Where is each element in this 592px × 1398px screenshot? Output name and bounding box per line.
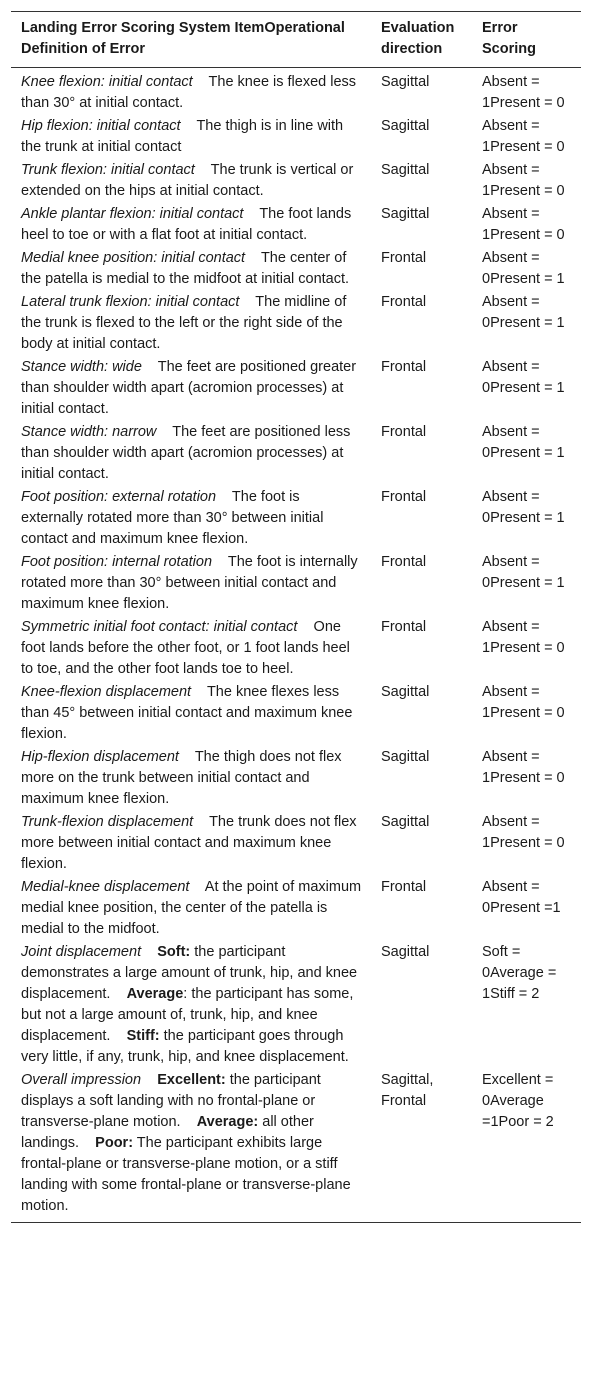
poor-text: The participant exhibits large frontal-plane or transverse-plane motion, or a stiff landing with some frontal-plane or transverse-plane motion. (21, 1135, 351, 1214)
item-definition-cell (11, 203, 371, 247)
item-name: Trunk flexion: initial contact (21, 162, 195, 178)
lessitem-table (11, 11, 581, 1223)
table-row (11, 68, 581, 116)
item-definition-cell (11, 421, 371, 486)
scoring-cell: Excellent = 0Average =1Poor = 2 (482, 1072, 554, 1130)
item-definition: The thigh is in line with the trunk at initial contact (21, 118, 344, 155)
item-definition: The foot is internally rotated more than 30° between initial contact and maximum knee flexion. (21, 554, 358, 612)
table-row-joint-displacement (11, 941, 581, 1069)
table-row-overall-impression (11, 1069, 581, 1223)
table-row (11, 811, 581, 876)
item-definition: The foot is externally rotated more than 30° between initial contact and maximum knee flexion. (21, 489, 324, 547)
direction-cell: Sagittal (381, 814, 430, 830)
item-definition: The feet are positioned less than shoulder width apart (acromion processes) at initial contact. (21, 424, 351, 482)
table-row (11, 746, 581, 811)
scoring-cell: Absent = 1Present = 0 (482, 619, 565, 656)
item-name: Joint displacement (21, 944, 142, 960)
direction-cell: Sagittal (381, 944, 430, 960)
direction-cell: Frontal (381, 879, 427, 895)
item-name: Hip flexion: initial contact (21, 118, 181, 134)
direction-cell: Sagittal (381, 118, 430, 134)
direction-cell: Frontal (381, 554, 427, 570)
scoring-cell: Absent = 0Present = 1 (482, 250, 565, 287)
item-definition-cell (11, 247, 371, 291)
direction-cell: Sagittal (381, 162, 430, 178)
scoring-cell: Soft = 0Average = 1Stiff = 2 (482, 944, 557, 1002)
table-row (11, 115, 581, 159)
direction-cell: Sagittal (381, 684, 430, 700)
stiff-text: the participant goes through very little, if any, trunk, hip, and knee displacement. (21, 1028, 349, 1065)
item-definition: The foot lands heel to toe or with a flat foot at initial contact. (21, 206, 352, 243)
table-row (11, 203, 581, 247)
item-definition: The trunk does not flex more between initial contact and maximum knee flexion. (21, 814, 357, 872)
table-row (11, 291, 581, 356)
scoring-cell: Absent = 1Present = 0 (482, 206, 565, 243)
scoring-cell: Absent = 0Present = 1 (482, 489, 565, 526)
item-definition-cell (11, 1069, 371, 1223)
poor-label: Poor: (95, 1135, 134, 1151)
direction-cell: Sagittal (381, 206, 430, 222)
item-definition-cell (11, 115, 371, 159)
item-definition-cell (11, 356, 371, 421)
scoring-cell: Absent = 0Present = 1 (482, 554, 565, 591)
item-name: Ankle plantar flexion: initial contact (21, 206, 244, 222)
scoring-cell: Absent = 0Present = 1 (482, 424, 565, 461)
scoring-cell: Absent = 1Present = 0 (482, 74, 565, 111)
average-text: all other landings. (21, 1114, 314, 1151)
stiff-label: Stiff: (126, 1028, 160, 1044)
item-definition-cell (11, 616, 371, 681)
table-row (11, 616, 581, 681)
soft-text: the participant demonstrates a large amount of trunk, hip, and knee displacement. (21, 944, 358, 1002)
item-name: Stance width: wide (21, 359, 142, 375)
scoring-cell: Absent = 1Present = 0 (482, 684, 565, 721)
item-name: Trunk-flexion displacement (21, 814, 194, 830)
item-name: Medial-knee displacement (21, 879, 190, 895)
item-definition: The midline of the trunk is flexed to the left or the right side of the body at initial contact. (21, 294, 347, 352)
direction-cell: Frontal (381, 250, 427, 266)
scoring-cell: Absent = 0Present = 1 (482, 294, 565, 331)
direction-cell: Sagittal, Frontal (381, 1072, 434, 1109)
item-definition-cell (11, 291, 371, 356)
item-name: Lateral trunk flexion: initial contact (21, 294, 240, 310)
excellent-label: Excellent: (157, 1072, 226, 1088)
item-name: Foot position: internal rotation (21, 554, 213, 570)
direction-cell: Frontal (381, 359, 427, 375)
direction-cell: Sagittal (381, 74, 430, 90)
direction-cell: Frontal (381, 294, 427, 310)
item-name: Symmetric initial foot contact: initial contact (21, 619, 298, 635)
item-definition-cell (11, 746, 371, 811)
header-row (11, 12, 581, 68)
item-definition: The trunk is vertical or extended on the hips at initial contact. (21, 162, 354, 199)
average-text: : the participant has some, but not a large amount of, trunk, hip, and knee displacement. (21, 986, 354, 1044)
direction-cell: Frontal (381, 619, 427, 635)
scoring-cell: Absent = 0Present =1 (482, 879, 561, 916)
item-definition: At the point of maximum medial knee position, the center of the patella is medial to the midfoot. (21, 879, 362, 937)
item-definition-cell (11, 551, 371, 616)
item-definition-cell (11, 486, 371, 551)
header-error-scoring: Error Scoring (482, 20, 536, 57)
item-name: Knee flexion: initial contact (21, 74, 193, 90)
scoring-cell: Absent = 1Present = 0 (482, 118, 565, 155)
direction-cell: Frontal (381, 424, 427, 440)
item-definition: One foot lands before the other foot, or 1 foot lands heel to toe, and the other foot lands toe to heel. (21, 619, 350, 677)
item-definition-cell (11, 876, 371, 941)
soft-label: Soft: (157, 944, 191, 960)
item-definition: The center of the patella is medial to the midfoot at initial contact. (21, 250, 350, 287)
item-definition-cell (11, 681, 371, 746)
average-label: Average (126, 986, 184, 1002)
table-row (11, 356, 581, 421)
item-definition: The feet are positioned greater than shoulder width apart (acromion processes) at initial contact. (21, 359, 357, 417)
item-name: Overall impression (21, 1072, 142, 1088)
item-definition: The knee is flexed less than 30° at initial contact. (21, 74, 357, 111)
item-name: Medial knee position: initial contact (21, 250, 246, 266)
scoring-cell: Absent = 1Present = 0 (482, 749, 565, 786)
item-definition-cell (11, 159, 371, 203)
direction-cell: Sagittal (381, 749, 430, 765)
direction-cell: Frontal (381, 489, 427, 505)
item-definition-cell (11, 68, 371, 116)
average-label: Average: (196, 1114, 259, 1130)
scoring-cell: Absent = 1Present = 0 (482, 162, 565, 199)
table-body (11, 68, 581, 1223)
scoring-cell: Absent = 1Present = 0 (482, 814, 565, 851)
scoring-cell: Absent = 0Present = 1 (482, 359, 565, 396)
item-definition: The thigh does not flex more on the trunk between initial contact and maximum knee flexion. (21, 749, 342, 807)
item-name: Knee-flexion displacement (21, 684, 192, 700)
item-name: Stance width: narrow (21, 424, 157, 440)
table-row (11, 876, 581, 941)
table-row (11, 159, 581, 203)
table-header (11, 12, 581, 68)
item-name: Hip-flexion displacement (21, 749, 179, 765)
table-row (11, 551, 581, 616)
table-row (11, 681, 581, 746)
excellent-text: the participant displays a soft landing with no frontal-plane or transverse-plane motion. (21, 1072, 321, 1130)
header-item-definition: Landing Error Scoring System ItemOperational Definition of Error (21, 20, 345, 57)
table-row (11, 247, 581, 291)
item-definition: The knee flexes less than 45° between initial contact and maximum knee flexion. (21, 684, 353, 742)
item-definition-cell (11, 811, 371, 876)
item-name: Foot position: external rotation (21, 489, 217, 505)
item-definition-cell (11, 941, 371, 1069)
table-row (11, 486, 581, 551)
table-row (11, 421, 581, 486)
header-evaluation-direction: Evaluation direction (381, 20, 455, 57)
